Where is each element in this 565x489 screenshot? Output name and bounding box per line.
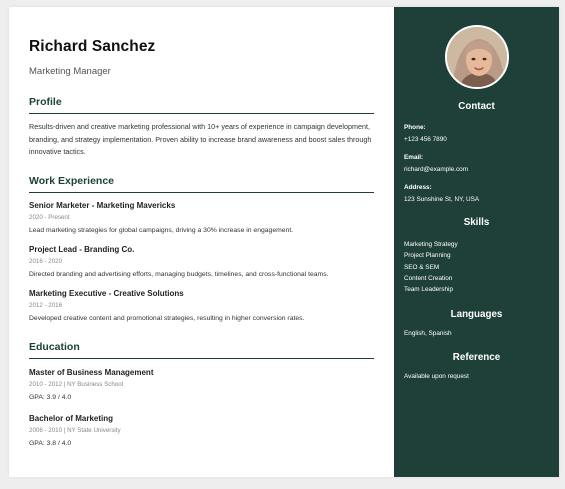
languages-text: English, Spanish bbox=[404, 330, 452, 338]
job-entry bbox=[29, 201, 374, 234]
job-description: Lead marketing strategies for global campaigns, driving a 30% increase in engagement. bbox=[29, 226, 294, 234]
degree-date: 2006 - 2010 | NY State University bbox=[29, 426, 121, 434]
skill-item: Project Planning bbox=[404, 252, 451, 260]
resume-page bbox=[9, 7, 559, 477]
address-label: Address: bbox=[404, 184, 432, 191]
skill-item: Team Leadership bbox=[404, 286, 454, 294]
job-title: Project Lead - Branding Co. bbox=[29, 244, 135, 254]
skill-list bbox=[404, 239, 549, 295]
resume-main-column bbox=[9, 7, 394, 477]
job-entry bbox=[29, 289, 374, 322]
address-field bbox=[404, 184, 549, 203]
job-title: Senior Marketer - Marketing Mavericks bbox=[29, 200, 176, 210]
skill-item: Content Creation bbox=[404, 274, 453, 282]
job-description: Developed creative content and promotional strategies, resulting in higher conversion rates. bbox=[29, 314, 305, 322]
avatar bbox=[445, 25, 509, 89]
skills-heading: Skills bbox=[463, 217, 490, 228]
skill-item: Marketing Strategy bbox=[404, 241, 458, 248]
degree-gpa: GPA: 3.8 / 4.0 bbox=[29, 439, 72, 447]
email-label: Email: bbox=[404, 154, 424, 161]
resume-sidebar bbox=[394, 7, 559, 477]
contact-heading: Contact bbox=[458, 101, 495, 112]
job-date: 2016 - 2020 bbox=[29, 257, 63, 265]
work-experience-heading: Work Experience bbox=[29, 175, 374, 193]
job-date: 2020 - Present bbox=[29, 213, 70, 221]
avatar-portrait-icon bbox=[447, 27, 509, 89]
education-entry bbox=[29, 368, 374, 401]
job-date: 2012 - 2016 bbox=[29, 301, 63, 309]
languages-heading: Languages bbox=[450, 309, 503, 321]
phone-value: +123 456 7890 bbox=[404, 136, 447, 143]
email-field bbox=[404, 154, 549, 173]
resume-name: Richard Sanchez bbox=[29, 38, 156, 55]
phone-label: Phone: bbox=[404, 124, 426, 131]
resume-role: Marketing Manager bbox=[29, 66, 111, 77]
job-description: Directed branding and advertising efforts, managing budgets, timelines, and cross-functional teams. bbox=[29, 270, 329, 278]
profile-heading: Profile bbox=[29, 96, 374, 114]
skill-item: SEO & SEM bbox=[404, 263, 440, 271]
job-entry bbox=[29, 245, 374, 278]
profile-text: Results-driven and creative marketing professional with 10+ years of experience in campaign development, branding, and strategy implementation. Proven ability to increase brand awareness and boost sales through innovative tactics. bbox=[29, 122, 372, 157]
education-heading: Education bbox=[29, 341, 374, 359]
degree-title: Master of Business Management bbox=[29, 367, 154, 377]
reference-text: Available upon request bbox=[404, 373, 469, 381]
reference-heading: Reference bbox=[452, 352, 501, 364]
phone-field bbox=[404, 124, 549, 143]
degree-title: Bachelor of Marketing bbox=[29, 413, 114, 423]
email-value: richard@example.com bbox=[404, 166, 469, 173]
education-entry bbox=[29, 414, 374, 447]
contact-fields bbox=[404, 124, 549, 203]
job-title: Marketing Executive - Creative Solutions bbox=[29, 288, 184, 298]
degree-date: 2010 - 2012 | NY Business School bbox=[29, 380, 124, 388]
address-value: 123 Sunshine St, NY, USA bbox=[404, 196, 480, 203]
degree-gpa: GPA: 3.9 / 4.0 bbox=[29, 393, 72, 401]
